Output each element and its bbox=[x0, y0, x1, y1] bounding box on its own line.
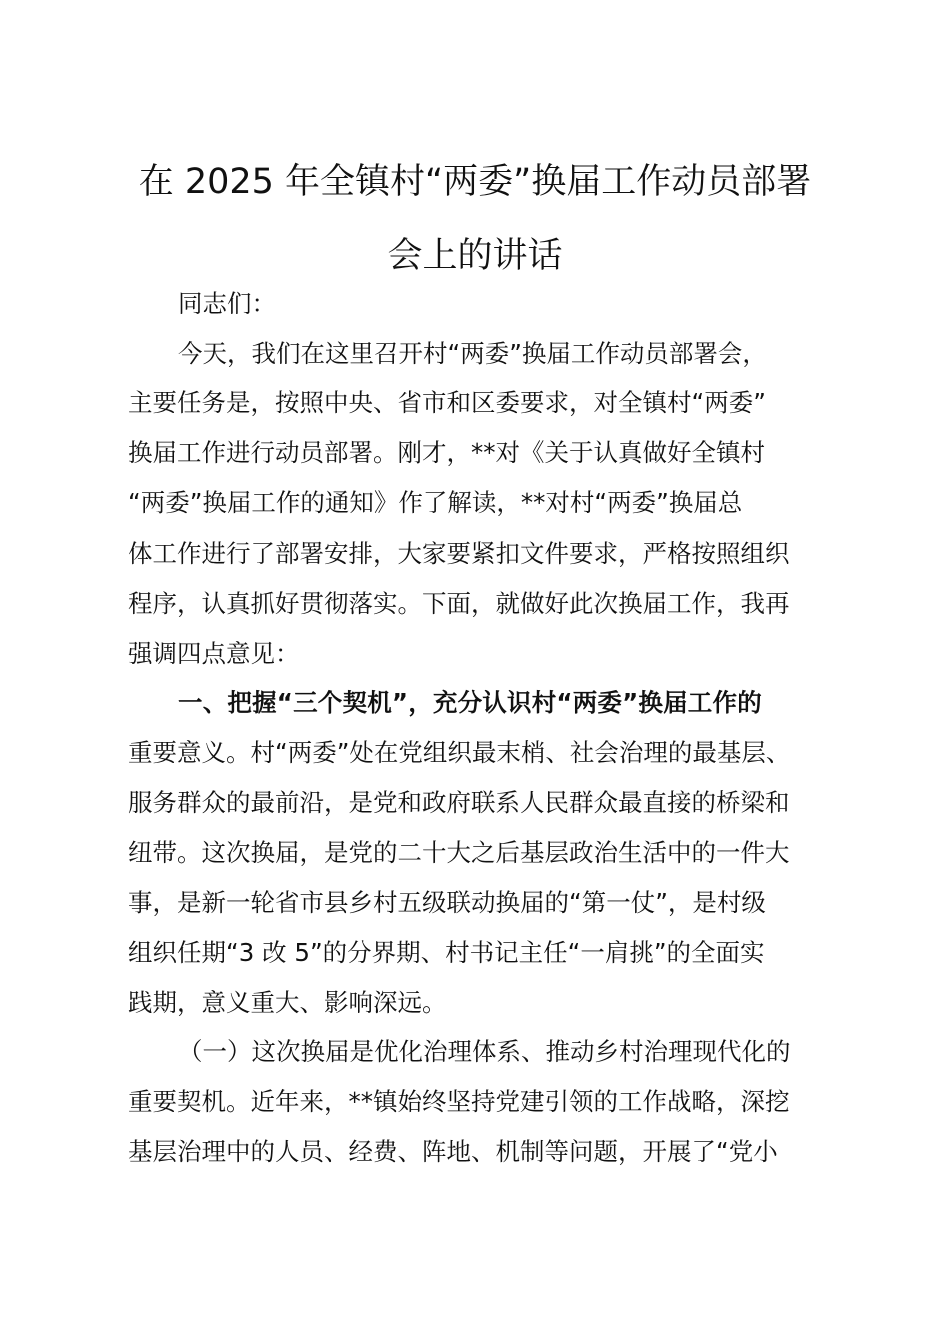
section-heading-line: 一、把握“三个契机”，充分认识村“两委”换届工作的 bbox=[178, 688, 762, 717]
paragraph-line: 纽带。这次换届，是党的二十大之后基层政治生活中的一件大 bbox=[128, 838, 790, 867]
paragraph-line: “两委”换届工作的通知》作了解读，**对村“两委”换届总 bbox=[128, 488, 743, 517]
paragraph-line: 服务群众的最前沿，是党和政府联系人民群众最直接的桥梁和 bbox=[128, 788, 790, 817]
paragraph-line: 重要意义。村“两委”处在党组织最末梢、社会治理的最基层、 bbox=[128, 738, 791, 767]
document-title-line-2: 会上的讲话 bbox=[387, 236, 563, 276]
paragraph-line: 事，是新一轮省市县乡村五级联动换届的“第一仗”，是村级 bbox=[128, 888, 766, 917]
paragraph-line: 主要任务是，按照中央、省市和区委要求，对全镇村“两委” bbox=[128, 388, 766, 417]
document-title-line-1: 在 2025 年全镇村“两委”换届工作动员部署 bbox=[138, 162, 812, 202]
subsection-line: （一）这次换届是优化治理体系、推动乡村治理现代化的 bbox=[178, 1037, 791, 1066]
paragraph-line: 体工作进行了部署安排，大家要紧扣文件要求，严格按照组织 bbox=[128, 539, 790, 568]
paragraph-line: 换届工作进行动员部署。刚才，**对《关于认真做好全镇村 bbox=[128, 438, 765, 467]
paragraph-line: 今天，我们在这里召开村“两委”换届工作动员部署会， bbox=[178, 339, 767, 368]
paragraph-line: 程序，认真抓好贯彻落实。下面，就做好此次换届工作，我再 bbox=[128, 589, 790, 618]
paragraph-line: 组织任期“3 改 5”的分界期、村书记主任“一肩挑”的全面实 bbox=[128, 938, 765, 967]
paragraph-line: 强调四点意见： bbox=[128, 639, 300, 668]
paragraph-line: 基层治理中的人员、经费、阵地、机制等问题，开展了“党小 bbox=[128, 1137, 778, 1166]
paragraph-line: 践期，意义重大、影响深远。 bbox=[128, 988, 447, 1017]
salutation: 同志们： bbox=[178, 289, 276, 318]
paragraph-line: 重要契机。近年来，**镇始终坚持党建引领的工作战略，深挖 bbox=[128, 1087, 790, 1116]
